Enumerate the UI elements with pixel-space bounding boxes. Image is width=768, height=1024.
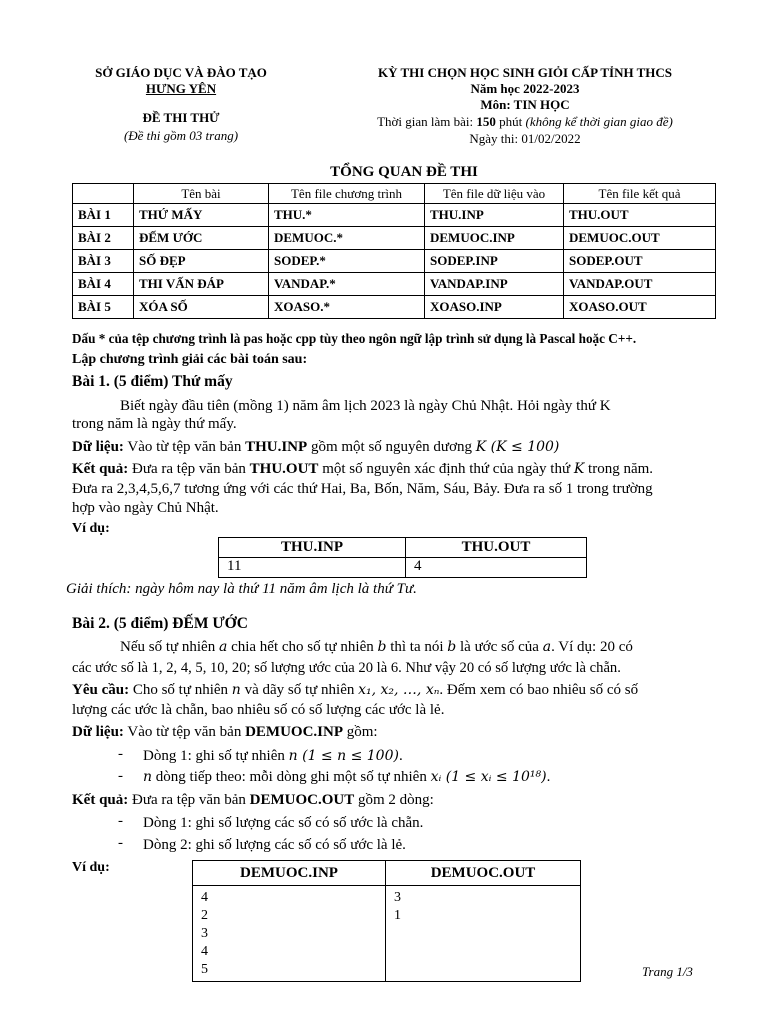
problem-1-example-label: Ví dụ: — [72, 521, 110, 536]
duration-unit: phút — [495, 114, 526, 129]
overview-header-cell: Tên file chương trình — [269, 184, 425, 204]
bullet-dash: - — [118, 746, 123, 762]
requirement-text: và dãy số tự nhiên — [240, 682, 359, 698]
output-filename: DEMUOC.OUT — [249, 792, 355, 808]
example-output-header: THU.OUT — [406, 538, 587, 558]
input-item-variable: n — [143, 769, 153, 785]
duration-label: Thời gian làm bài: — [377, 114, 477, 129]
intro-text: Nếu số tự nhiên — [120, 639, 219, 655]
problem-1-intro: Biết ngày đầu tiên (mồng 1) năm âm lịch 2023 là ngày Chủ Nhật. Hỏi ngày thứ K — [120, 398, 611, 414]
requirement-label: Yêu cầu: — [72, 682, 130, 698]
overview-header-row — [73, 184, 716, 204]
example-output-cell — [386, 886, 581, 982]
subject: Môn: TIN HỌC — [480, 97, 570, 112]
overview-cell: VANDAP.INP — [425, 273, 564, 296]
problem-2-requirement-cont: lượng các ước là chẵn, bao nhiêu số có số lượng các ước là lẻ. — [72, 702, 445, 718]
output-item-1: Dòng 1: ghi số lượng các số có số ước là chẵn. — [143, 815, 424, 831]
output-label: Kết quả: — [72, 792, 129, 808]
requirement-text: Cho số tự nhiên — [129, 682, 232, 698]
problem-2-intro — [120, 637, 633, 658]
input-text: gồm một số nguyên dương — [307, 439, 476, 455]
example-input-header: DEMUOC.INP — [193, 861, 386, 886]
example-input-line: 4 — [201, 890, 208, 905]
example-input-line: 4 — [201, 944, 208, 959]
output-item-2: Dòng 2: ghi số lượng các số có số ước là lẻ. — [143, 837, 406, 853]
intro-variable-b: b — [447, 639, 457, 655]
example-input-line: 5 — [201, 962, 208, 977]
requirement-text: . Đếm xem có bao nhiêu số có số — [439, 682, 639, 698]
intro-text: chia hết cho số tự nhiên — [227, 639, 378, 655]
output-text: một số nguyên xác định thứ của ngày thứ — [318, 461, 574, 477]
problem-1-input-spec — [72, 437, 559, 458]
example-input-cell: 11 — [219, 558, 406, 578]
instruction-text: Lập chương trình giải các bài toán sau: — [72, 352, 308, 367]
overview-cell: BÀI 2 — [73, 227, 134, 250]
problem-2-title: Bài 2. (5 điểm) ĐẾM ƯỚC — [72, 615, 248, 632]
example-row — [219, 558, 587, 578]
overview-cell: VANDAP.OUT — [564, 273, 716, 296]
intro-variable-b: b — [377, 639, 387, 655]
exam-title: KỲ THI CHỌN HỌC SINH GIỎI CẤP TỈNH THCS — [377, 65, 672, 80]
extension-note: Dấu * của tệp chương trình là pas hoặc cpp tùy theo ngôn ngữ lập trình sử dụng là Pascal hoặc C++. — [72, 331, 637, 346]
overview-cell: BÀI 4 — [73, 273, 134, 296]
example-row — [193, 886, 581, 982]
problem-2-example-table — [192, 860, 581, 982]
requirement-variable-n: n — [231, 682, 241, 698]
intro-variable-a: a — [542, 639, 552, 655]
input-label: Dữ liệu: — [72, 439, 124, 455]
problem-2-requirement — [72, 680, 638, 701]
overview-cell: DEMUOC.* — [269, 227, 425, 250]
input-item-text: Dòng 1: ghi số tự nhiên — [143, 748, 289, 764]
input-item-text: dòng tiếp theo: mỗi dòng ghi một số tự nhiên — [152, 769, 431, 785]
output-text: trong năm. — [584, 461, 654, 477]
overview-title: TỔNG QUAN ĐỀ THI — [330, 164, 478, 180]
overview-cell: THU.OUT — [564, 204, 716, 227]
problem-2-output-spec — [72, 790, 434, 811]
problem-1-example-table — [218, 537, 587, 578]
overview-cell: THỨ MẤY — [134, 204, 269, 227]
exam-type: ĐỀ THI THỬ — [142, 110, 220, 125]
output-filename: THU.OUT — [249, 461, 319, 477]
input-filename: THU.INP — [245, 439, 308, 455]
overview-cell: VANDAP.* — [269, 273, 425, 296]
overview-cell: BÀI 3 — [73, 250, 134, 273]
overview-cell: ĐẾM ƯỚC — [134, 227, 269, 250]
department-name: SỞ GIÁO DỤC VÀ ĐÀO TẠO — [95, 65, 267, 80]
output-text: Đưa ra tệp văn bản — [128, 792, 250, 808]
example-input-line: 3 — [201, 926, 208, 941]
example-output-line: 1 — [394, 908, 401, 923]
example-input-line: 2 — [201, 908, 208, 923]
problem-1-output-detail-cont: hợp vào ngày Chủ Nhật. — [72, 500, 219, 516]
output-text: gồm 2 dòng: — [354, 792, 434, 808]
problem-1-output-detail: Đưa ra 2,3,4,5,6,7 tương ứng với các thứ Hai, Ba, Bốn, Năm, Sáu, Bảy. Đưa ra số 1 trong trường — [72, 481, 653, 497]
problem-2-input-spec — [72, 722, 378, 743]
province-name: HƯNG YÊN — [145, 81, 217, 96]
overview-cell: XOASO.INP — [425, 296, 564, 319]
overview-cell: XOASO.* — [269, 296, 425, 319]
problem-2-intro-cont: các ước số là 1, 2, 4, 5, 10, 20; số lượng ước của 20 là 6. Như vậy 20 có số lượng ước là chẵn. — [72, 660, 621, 676]
overview-cell: SỐ ĐẸP — [134, 250, 269, 273]
output-variable: K — [573, 461, 585, 477]
input-label: Dữ liệu: — [72, 724, 124, 740]
overview-row — [73, 273, 716, 296]
overview-row — [73, 204, 716, 227]
overview-cell: SODEP.INP — [425, 250, 564, 273]
duration-value: 150 — [476, 114, 496, 129]
input-item-constraint: n (1 ≤ n ≤ 100) — [288, 748, 399, 764]
problem-1-intro-cont: trong năm là ngày thứ mấy. — [72, 416, 237, 432]
intro-text: là ước số của — [456, 639, 543, 655]
example-input-header: THU.INP — [219, 538, 406, 558]
input-text: Vào từ tệp văn bản — [123, 724, 246, 740]
requirement-sequence: x₁, x₂, …, xₙ — [358, 682, 440, 698]
overview-row — [73, 250, 716, 273]
bullet-dash: - — [118, 768, 123, 784]
overview-header-cell: Tên file dữ liệu vào — [425, 184, 564, 204]
overview-header-cell: Tên bài — [134, 184, 269, 204]
bullet-dash: - — [118, 813, 123, 829]
overview-cell: SODEP.OUT — [564, 250, 716, 273]
input-filename: DEMUOC.INP — [245, 724, 344, 740]
duration-note: (không kể thời gian giao đề) — [525, 114, 673, 129]
intro-variable-a: a — [218, 639, 228, 655]
overview-cell: SODEP.* — [269, 250, 425, 273]
intro-text: thì ta nói — [386, 639, 448, 655]
overview-cell: BÀI 1 — [73, 204, 134, 227]
overview-row — [73, 296, 716, 319]
overview-cell: DEMUOC.INP — [425, 227, 564, 250]
exam-date: Ngày thi: 01/02/2022 — [469, 131, 581, 146]
overview-cell: THU.* — [269, 204, 425, 227]
example-output-cell: 4 — [406, 558, 587, 578]
input-item-text: . — [546, 769, 551, 785]
input-constraint: K (K ≤ 100) — [475, 439, 560, 455]
overview-cell: XOASO.OUT — [564, 296, 716, 319]
bullet-dash: - — [118, 835, 123, 851]
example-header-row — [219, 538, 587, 558]
input-item-text: . — [398, 748, 403, 764]
page-count-note: (Đề thi gồm 03 trang) — [123, 128, 239, 143]
example-output-line: 3 — [394, 890, 401, 905]
input-item-1 — [143, 746, 403, 767]
input-item-2 — [143, 767, 550, 788]
example-output-header: DEMUOC.OUT — [386, 861, 581, 886]
page-number: Trang 1/3 — [642, 964, 693, 979]
output-text: Đưa ra tệp văn bản — [128, 461, 250, 477]
overview-cell: THI VẤN ĐÁP — [134, 273, 269, 296]
overview-cell: XÓA SỐ — [134, 296, 269, 319]
overview-header-cell: Tên file kết quả — [564, 184, 716, 204]
problem-1-explanation: Giải thích: ngày hôm nay là thứ 11 năm âm lịch là thứ Tư. — [66, 581, 417, 597]
problem-1-title: Bài 1. (5 điểm) Thứ mấy — [72, 373, 233, 390]
example-header-row — [193, 861, 581, 886]
input-text: gồm: — [343, 724, 378, 740]
overview-cell: THU.INP — [425, 204, 564, 227]
overview-cell: BÀI 5 — [73, 296, 134, 319]
exam-duration — [330, 114, 720, 130]
intro-text: . Ví dụ: 20 có — [551, 639, 633, 655]
example-input-cell — [193, 886, 386, 982]
overview-header-cell — [73, 184, 134, 204]
input-item-constraint: xᵢ (1 ≤ xᵢ ≤ 10¹⁸) — [430, 769, 547, 785]
problem-1-output-spec — [72, 459, 653, 480]
output-label: Kết quả: — [72, 461, 129, 477]
school-year: Năm học 2022-2023 — [470, 81, 580, 96]
overview-cell: DEMUOC.OUT — [564, 227, 716, 250]
problem-2-example-label: Ví dụ: — [72, 860, 110, 875]
overview-row — [73, 227, 716, 250]
input-text: Vào từ tệp văn bản — [123, 439, 246, 455]
overview-table — [72, 183, 716, 319]
